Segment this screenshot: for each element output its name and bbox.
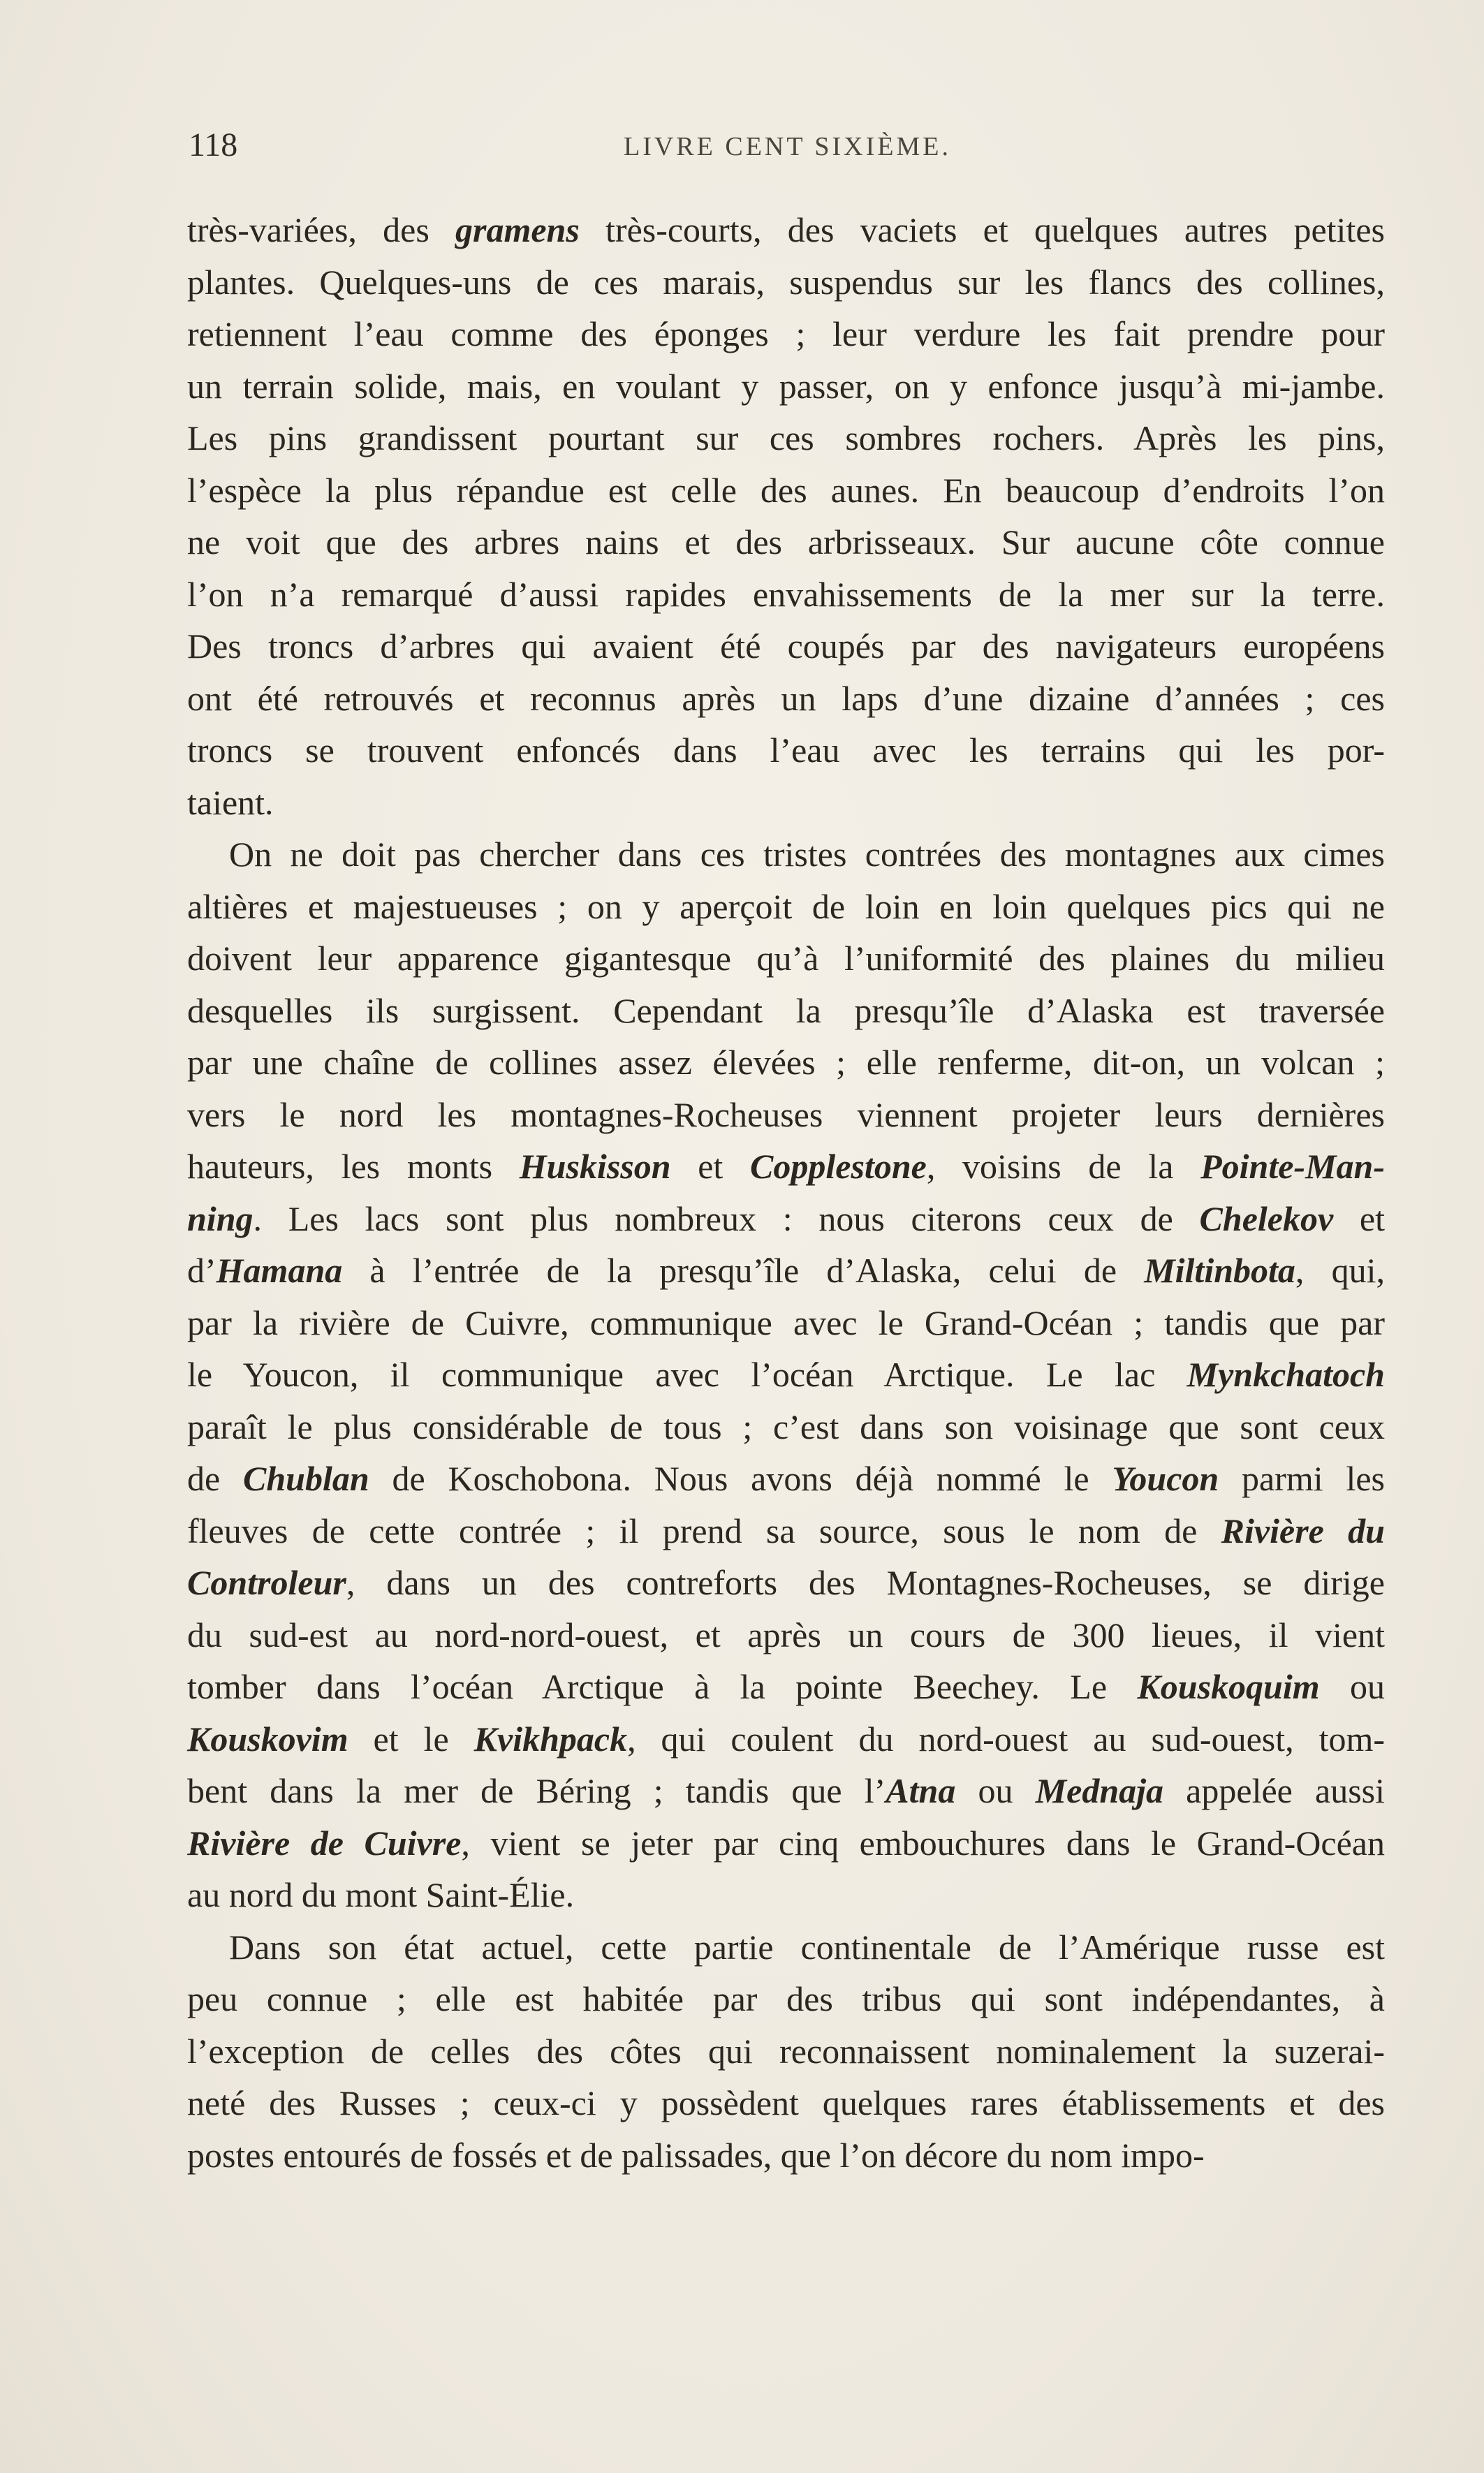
text-line: altières et majestueuses ; on y aperçoit de loin en loin quelques pics qui ne	[187, 886, 1385, 926]
italic-term: Kouskovim	[187, 1719, 348, 1759]
text-line: de Chublan de Koschobona. Nous avons déjà nommé le Youcon parmi les	[187, 1459, 1385, 1498]
body-text	[187, 204, 1385, 2181]
italic-term: Kvikhpack	[473, 1719, 628, 1759]
paragraph	[187, 204, 1385, 828]
italic-term: Chublan	[243, 1459, 369, 1498]
paragraph	[187, 1921, 1385, 2182]
text-line: vers le nord les montagnes-Rocheuses viennent projeter leurs dernières	[187, 1094, 1385, 1134]
text-line: par une chaîne de collines assez élevées ; elle renferme, dit-on, un volcan ;	[187, 1043, 1385, 1082]
text-line: plantes. Quelques-uns de ces marais, suspendus sur les flancs des collines,	[187, 262, 1385, 302]
italic-term: Miltinbota	[1144, 1251, 1295, 1290]
text-line: peu connue ; elle est habitée par des tribus qui sont indépendantes, à	[187, 1979, 1385, 2018]
running-title: LIVRE CENT SIXIÈME.	[624, 132, 951, 161]
text-line: tomber dans l’océan Arctique à la pointe Beechey. Le Kouskoquim ou	[187, 1667, 1386, 1706]
italic-term: Huskisson	[519, 1147, 671, 1186]
text-line: très-variées, des gramens très-courts, des vaciets et quelques autres petites	[187, 210, 1385, 249]
italic-term: Rivière de Cuivre	[187, 1823, 462, 1863]
text-line: le Youcon, il communique avec l’océan Arctique. Le lac Mynkchatoch	[187, 1355, 1385, 1394]
text-line: fleuves de cette contrée ; il prend sa source, sous le nom de Rivière du	[187, 1511, 1385, 1550]
text-line: Les pins grandissent pourtant sur ces sombres rochers. Après les pins,	[187, 418, 1385, 457]
text-line: Des troncs d’arbres qui avaient été coupés par des navigateurs européens	[187, 626, 1385, 666]
text-line: ont été retrouvés et reconnus après un laps d’une dizaine d’années ; ces	[187, 678, 1385, 718]
text-line: ning. Les lacs sont plus nombreux : nous citerons ceux de Chelekov et	[187, 1198, 1385, 1238]
text-line: un terrain solide, mais, en voulant y passer, on y enfonce jusqu’à mi-jambe.	[187, 366, 1385, 406]
italic-term: Mednaja	[1035, 1771, 1164, 1810]
page-number: 118	[189, 126, 238, 163]
text-line: retiennent l’eau comme des éponges ; leur verdure les fait prendre pour	[187, 314, 1385, 353]
italic-term: Kouskoquim	[1137, 1667, 1320, 1706]
text-line: doivent leur apparence gigantesque qu’à l’uniformité des plaines du milieu	[187, 939, 1385, 978]
text-line: desquelles ils surgissent. Cependant la presqu’île d’Alaska est traversée	[187, 990, 1385, 1030]
italic-term: Youcon	[1112, 1459, 1219, 1498]
text-line: d’Hamana à l’entrée de la presqu’île d’Alaska, celui de Miltinbota, qui,	[187, 1251, 1385, 1290]
text-line: taient.	[187, 782, 274, 822]
page-header	[189, 126, 1386, 182]
text-line: troncs se trouvent enfoncés dans l’eau avec les terrains qui les por-	[187, 731, 1385, 770]
text-line: Dans son état actuel, cette partie continentale de l’Amérique russe est	[229, 1927, 1385, 1967]
text-line: l’on n’a remarqué d’aussi rapides envahissements de la mer sur la terre.	[187, 574, 1385, 614]
italic-term: ning	[187, 1198, 254, 1238]
text-line: hauteurs, les monts Huskisson et Copplestone, voisins de la Pointe-Man-	[187, 1147, 1385, 1186]
italic-term: Copplestone	[750, 1147, 927, 1186]
text-line: du sud-est au nord-nord-ouest, et après un cours de 300 lieues, il vient	[187, 1615, 1385, 1654]
italic-term: Hamana	[216, 1251, 343, 1290]
text-line: au nord du mont Saint-Élie.	[187, 1875, 575, 1914]
text-line: On ne doit pas chercher dans ces tristes contrées des montagnes aux cimes	[229, 835, 1385, 874]
italic-term: Chelekov	[1199, 1198, 1334, 1238]
text-line: Kouskovim et le Kvikhpack, qui coulent du nord-ouest au sud-ouest, tom-	[187, 1719, 1385, 1759]
text-line: paraît le plus considérable de tous ; c’est dans son voisinage que sont ceux	[187, 1407, 1385, 1446]
text-line: postes entourés de fossés et de palissades, que l’on décore du nom impo-	[187, 2135, 1205, 2175]
text-line: Controleur, dans un des contreforts des Montagnes-Rocheuses, se dirige	[187, 1563, 1385, 1602]
text-line: par la rivière de Cuivre, communique avec le Grand-Océan ; tandis que par	[187, 1302, 1385, 1342]
text-line: ne voit que des arbres nains et des arbrisseaux. Sur aucune côte connue	[187, 522, 1385, 562]
text-line: Rivière de Cuivre, vient se jeter par cinq embouchures dans le Grand-Océan	[187, 1823, 1385, 1863]
italic-term: gramens	[455, 210, 580, 249]
text-line: neté des Russes ; ceux-ci y possèdent quelques rares établissements et des	[187, 2083, 1385, 2122]
text-line: bent dans la mer de Béring ; tandis que l’Atna ou Mednaja appelée aussi	[187, 1771, 1386, 1810]
text-line: l’espèce la plus répandue est celle des aunes. En beaucoup d’endroits l’on	[187, 470, 1385, 510]
italic-term: Mynkchatoch	[1187, 1355, 1385, 1394]
italic-term: Controleur	[187, 1563, 346, 1602]
text-line: l’exception de celles des côtes qui reconnaissent nominalement la suzerai-	[187, 2031, 1385, 2071]
italic-term: Rivière du	[1221, 1511, 1385, 1550]
italic-term: Pointe-Man-	[1200, 1147, 1385, 1186]
italic-term: Atna	[886, 1771, 956, 1810]
paragraph	[187, 828, 1385, 1921]
